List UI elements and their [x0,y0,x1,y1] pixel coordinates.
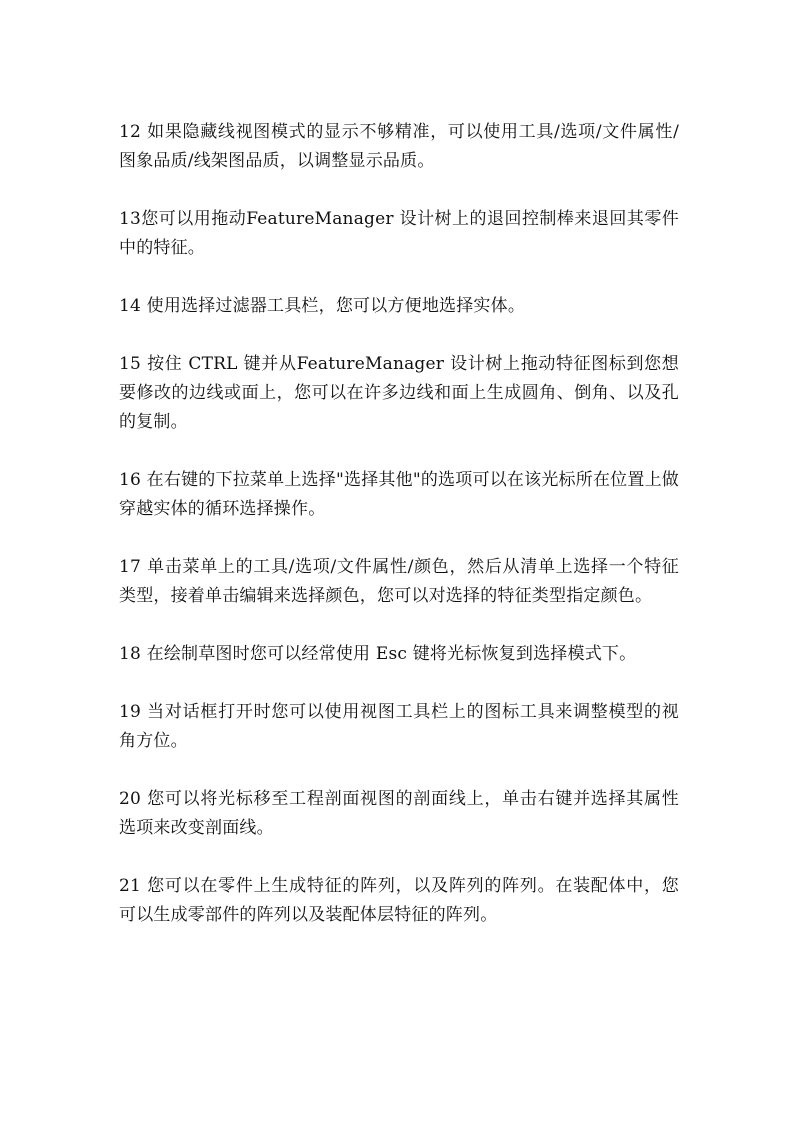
tip-paragraph-17: 17 单击菜单上的工具/选项/文件属性/颜色，然后从清单上选择一个特征类型，接着单击编辑来选择颜色，您可以对选择的特征类型指定颜色。 [119,557,679,606]
tip-paragraph-16: 16 在右键的下拉菜单上选择"选择其他"的选项可以在该光标所在位置上做穿越实体的循环选择操作。 [119,470,679,519]
tip-paragraph-21: 21 您可以在零件上生成特征的阵列，以及阵列的阵列。在装配体中，您可以生成零部件的阵列以及装配体层特征的阵列。 [119,876,679,925]
tip-paragraph-19: 19 当对话框打开时您可以使用视图工具栏上的图标工具来调整模型的视角方位。 [119,702,679,751]
tip-paragraph-13: 13您可以用拖动FeatureManager 设计树上的退回控制棒来退回其零件中的特征。 [119,209,679,258]
tip-paragraph-20: 20 您可以将光标移至工程剖面视图的剖面线上，单击右键并选择其属性选项来改变剖面线。 [119,789,679,838]
tip-paragraph-12: 12 如果隐藏线视图模式的显示不够精准，可以使用工具/选项/文件属性/图象品质/线架图品质，以调整显示品质。 [119,122,679,171]
tip-paragraph-15: 15 按住 CTRL 键并从FeatureManager 设计树上拖动特征图标到您想要修改的边线或面上，您可以在许多边线和面上生成圆角、倒角、以及孔的复制。 [119,354,679,432]
document-body [119,118,679,959]
tip-paragraph-18: 18 在绘制草图时您可以经常使用 Esc 键将光标恢复到选择模式下。 [119,644,637,664]
tip-paragraph-14: 14 使用选择过滤器工具栏，您可以方便地选择实体。 [119,296,526,316]
